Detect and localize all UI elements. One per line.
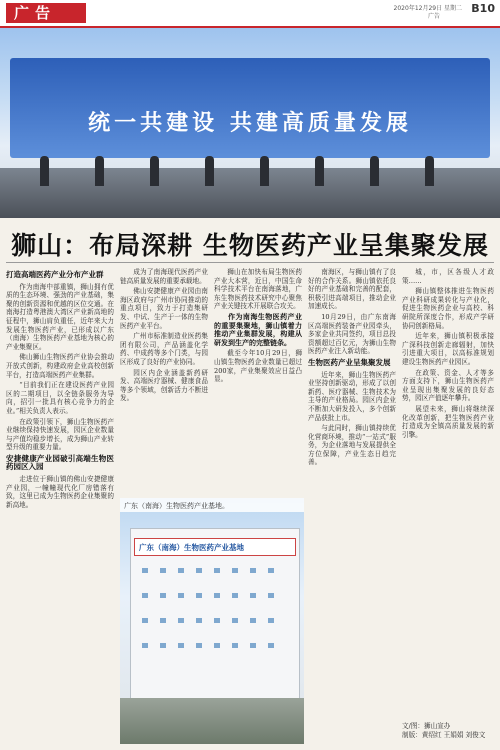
window bbox=[232, 618, 238, 623]
subhead: 生物医药产业呈集聚发展 bbox=[308, 357, 391, 367]
window bbox=[160, 593, 166, 598]
paragraph: 近年来，狮山生物医药产业坚持创新驱动，形成了以创新药、医疗器械、生物技术为主导的产业格局。园区内企业不断加大研发投入，多个创新产品获批上市。 bbox=[308, 370, 396, 422]
headline-rule bbox=[6, 262, 494, 263]
person-figure bbox=[315, 156, 324, 186]
window bbox=[214, 643, 220, 648]
window bbox=[178, 618, 184, 623]
emphasis-paragraph: 作为南海生物医药产业的重要集聚地，狮山镇着力推动产业集群发展，构建从研发到生产的完整链条。 bbox=[214, 311, 302, 347]
window bbox=[250, 568, 256, 573]
paragraph: 城，市，区各级人才政策…… bbox=[402, 268, 494, 285]
window bbox=[142, 593, 148, 598]
ground bbox=[120, 698, 304, 744]
article-column-5 bbox=[402, 268, 494, 744]
paragraph: “目前我们正在建设医药产业园区的二期项目，以全链条服务为导向，招引一批具有核心竞争力的企业。”相关负责人表示。 bbox=[6, 381, 114, 415]
article-column-1 bbox=[6, 268, 114, 744]
window bbox=[214, 593, 220, 598]
window bbox=[268, 643, 274, 648]
window bbox=[250, 618, 256, 623]
paragraph: 成为了南海现代医药产业链高质量发展的重要承载地。 bbox=[120, 268, 208, 285]
paragraph: 在政策、资金、人才等多方面支持下，狮山生物医药产业呈现出集聚发展的良好态势，园区产值逐年攀升。 bbox=[402, 368, 494, 403]
stage-banner-text: 统一共建设 共建高质量发展 bbox=[88, 110, 412, 136]
window bbox=[160, 643, 166, 648]
hero-photo bbox=[0, 28, 500, 218]
headline: 狮山：布局深耕 生物医药产业呈集聚发展 bbox=[11, 231, 489, 260]
building-photo bbox=[120, 498, 304, 744]
window bbox=[232, 643, 238, 648]
window bbox=[142, 568, 148, 573]
section-name: 广告 bbox=[427, 13, 440, 20]
subhead: 安捷健康产业园破引高端生物医药园区入园 bbox=[6, 453, 114, 472]
window bbox=[250, 643, 256, 648]
window bbox=[178, 593, 184, 598]
paragraph: 在政策引领下，狮山生物医药产业继续保持快速发展，园区企业数量与产值均稳步增长，成为狮山产业转型升级的重要力量。 bbox=[6, 417, 114, 452]
building-sign bbox=[134, 538, 296, 556]
paragraph: 近年来，狮山镇积极承接广深科技创新走廊辐射，加快引进重大项目，以高标准规划建设生物医药产业园区。 bbox=[402, 332, 494, 366]
subhead: 打造高端医药产业分布产业群 bbox=[6, 270, 104, 279]
person-figure bbox=[150, 156, 159, 186]
paragraph: 佛山狮山生物医药产业协会推动开放式创新，构建政府企业高校创新平台，打造高端医药产业集群。 bbox=[6, 353, 114, 379]
person-figure bbox=[95, 156, 104, 186]
photo-caption-text: 广东（南海）生物医药产业基地。 bbox=[124, 502, 229, 510]
person-figure bbox=[260, 156, 269, 186]
byline-editors: 制版：黄绍红 王娟娟 刘俊文 bbox=[402, 731, 486, 739]
window bbox=[142, 618, 148, 623]
paragraph: 作为南海中部重镇，狮山拥有优质的生态环境、强劲的产业基础，集聚的创新资源和优越的区位交通。在南海打造粤港澳大湾区产业新高地的征程中，狮山肩负重任，近年来大力发展生物医药产业，已形成以广东（南海）生物医药产业基地为核心的产业集聚区。 bbox=[6, 282, 114, 351]
window bbox=[268, 593, 274, 598]
paragraph: 截至今年10月29日，狮山镇生物医药企业数量已超过200家，产业集聚效应日益凸显。 bbox=[214, 349, 302, 384]
paragraph: 狮山镇整体推进生物医药产业科研成果转化与产业化，促进生物医药企业与高校、科研院所深度合作，形成产学研协同创新格局。 bbox=[402, 287, 494, 330]
section-tag: 广告 bbox=[6, 3, 86, 23]
person-figure bbox=[370, 156, 379, 186]
window bbox=[268, 568, 274, 573]
person-figure bbox=[40, 156, 49, 186]
window bbox=[178, 568, 184, 573]
byline-author: 文/图：狮山宣办 bbox=[402, 722, 451, 730]
window bbox=[196, 618, 202, 623]
paragraph: 走进位于狮山镇的佛山安捷健康产业园，一幢幢现代化厂房错落有致，这里已成为生物医药企业集聚的新高地。 bbox=[6, 475, 114, 509]
window bbox=[196, 643, 202, 648]
window bbox=[250, 593, 256, 598]
paragraph: 狮山在加快布局生物医药产业大本营，近日，中国生命科学技术平台在南海落地，广东生物医药技术研究中心聚焦产业关键技术开展联合攻关。 bbox=[214, 268, 302, 311]
window bbox=[142, 643, 148, 648]
photo-caption bbox=[120, 498, 304, 512]
window bbox=[178, 643, 184, 648]
issue-date: 2020年12月29日 星期二 bbox=[393, 5, 462, 12]
window bbox=[160, 618, 166, 623]
person-figure bbox=[205, 156, 214, 186]
window bbox=[196, 568, 202, 573]
paragraph: 展望未来，狮山将继续深化改革创新，把生物医药产业打造成为全镇高质量发展的新引擎。 bbox=[402, 404, 494, 439]
window bbox=[268, 618, 274, 623]
paragraph: 与此同时，狮山镇持续优化营商环境，推动“一站式”服务，为企业落地与发展提供全方位保障，产业生态日趋完善。 bbox=[308, 424, 396, 467]
byline bbox=[402, 722, 494, 740]
building-sign-text: 广东（南海）生物医药产业基地 bbox=[139, 543, 244, 552]
masthead bbox=[0, 0, 500, 26]
window bbox=[214, 618, 220, 623]
page-number: B10 bbox=[471, 2, 495, 15]
article-column-3 bbox=[214, 268, 302, 494]
window bbox=[232, 593, 238, 598]
window bbox=[214, 568, 220, 573]
paragraph: 南海区，与狮山镇有了良好的合作关系。狮山镇依托良好的产业基础和完善的配套，积极引进高端项目，推动企业加速成长。 bbox=[308, 268, 396, 311]
paragraph: 广州市标准制造业医药集团有限公司，产品涵盖化学药、中成药等多个门类，与园区形成了良好的产业协同。 bbox=[120, 332, 208, 366]
article-column-2 bbox=[120, 268, 208, 494]
paragraph: 10月29日，由广东南海区高端医药装备产业园牵头，多家企业共同签约，项目总投资额超过百亿元，为狮山生物医药产业注入新动能。 bbox=[308, 312, 396, 356]
person-figure bbox=[425, 156, 434, 186]
paragraph: 佛山安捷健康产业园由南海区政府与广州市协同推动的重点项目，致力于打造集研发、中试、生产于一体的生物医药产业平台。 bbox=[120, 287, 208, 330]
paragraph: 园区内企业涵盖新药研发、高端医疗器械、健康食品等多个领域，创新活力不断迸发。 bbox=[120, 368, 208, 403]
window bbox=[196, 593, 202, 598]
window bbox=[232, 568, 238, 573]
window bbox=[160, 568, 166, 573]
article-column-4 bbox=[308, 268, 396, 744]
